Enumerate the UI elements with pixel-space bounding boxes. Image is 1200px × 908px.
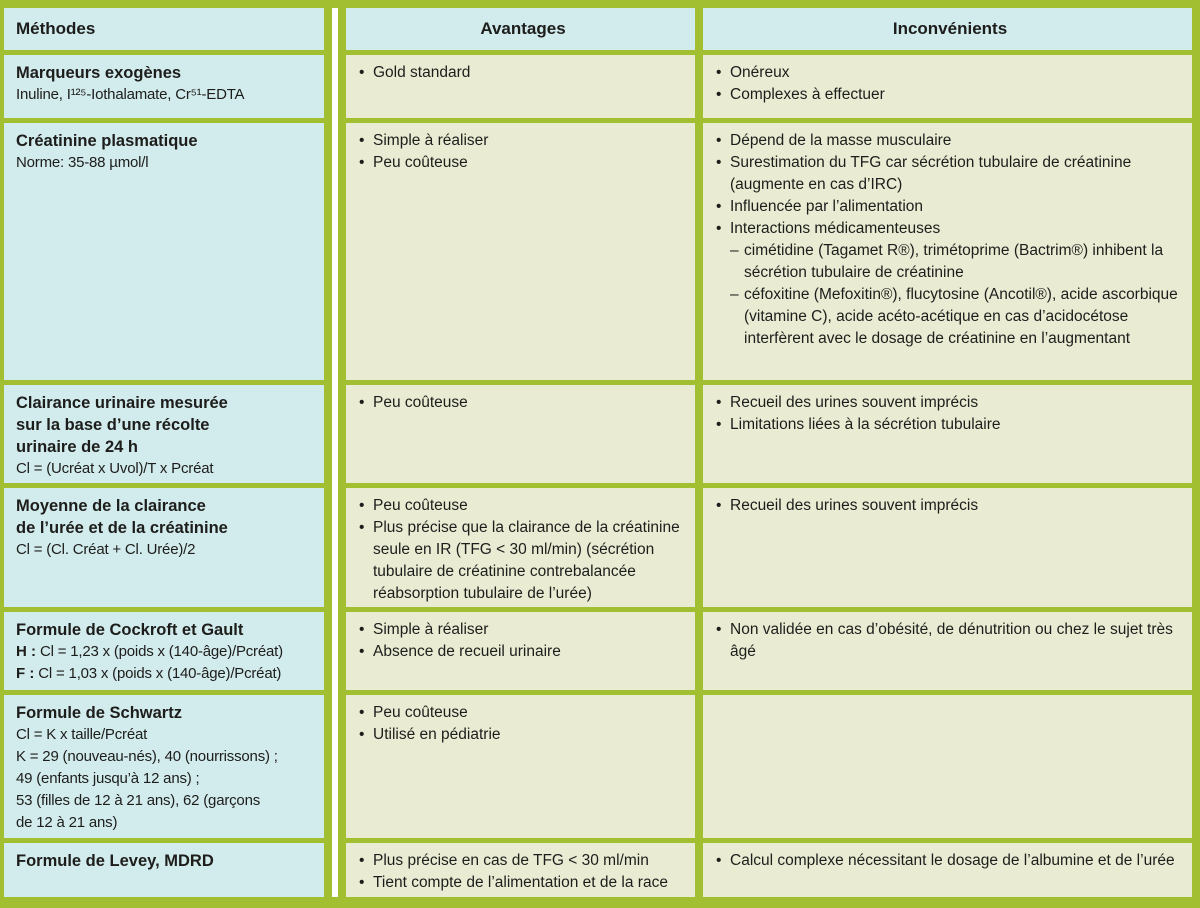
method-cell [4, 612, 332, 695]
bullet-item [716, 495, 1184, 517]
item-text: Interactions médicamenteuses [730, 220, 941, 237]
bullet-marker: • [716, 86, 722, 103]
method-line-bold: H : [16, 643, 36, 660]
bullet-item [359, 872, 687, 894]
column-header-label: Méthodes [16, 19, 96, 38]
bullet-item [359, 619, 687, 641]
bullet-item [359, 641, 687, 663]
item-text: Utilisé en pédiatrie [373, 726, 501, 743]
method-line: Cl = K x taille/Pcréat [16, 726, 148, 743]
bullet-marker: • [359, 852, 365, 869]
dash-marker: – [730, 242, 739, 259]
bullet-marker: • [716, 132, 722, 149]
bullet-marker: • [716, 198, 722, 215]
method-line-bold: F : [16, 665, 35, 682]
method-title-line: Formule de Levey, MDRD [16, 852, 214, 870]
method-title-line: Clairance urinaire mesurée [16, 394, 228, 412]
avantages-cell [338, 55, 703, 123]
avantages-cell [338, 695, 703, 843]
dash-item [730, 284, 1184, 350]
avantages-cell [338, 385, 703, 488]
item-text: Recueil des urines souvent imprécis [730, 394, 979, 411]
bullet-item [716, 619, 1184, 663]
bullet-item [359, 702, 687, 724]
bullet-item [716, 130, 1184, 152]
bullet-marker: • [359, 64, 365, 81]
column-header-inconvenients [703, 8, 1192, 55]
dash-item [730, 240, 1184, 284]
item-text: Peu coûteuse [373, 497, 468, 514]
bullet-marker: • [716, 416, 722, 433]
item-text: Non validée en cas d’obésité, de dénutrition ou chez le sujet très âgé [730, 621, 1173, 660]
item-text: céfoxitine (Mefoxitin®), flucytosine (Ancotil®), acide ascorbique (vitamine C), acide acéto-acétique en cas d’acidocétose interfèrent avec le dosage de créatinine en l’augmentant [744, 286, 1178, 347]
item-text: Tient compte de l’alimentation et de la race [373, 874, 668, 891]
item-text: Limitations liées à la sécrétion tubulaire [730, 416, 1001, 433]
method-line: H : Cl = 1,23 x (poids x (140-âge)/Pcréat) [16, 643, 283, 660]
item-text: Peu coûteuse [373, 154, 468, 171]
item-text: Simple à réaliser [373, 621, 489, 638]
avantages-cell [338, 488, 703, 612]
bullet-item [359, 517, 687, 605]
method-line: Inuline, I¹²⁵-Iothalamate, Cr⁵¹-EDTA [16, 86, 245, 103]
item-text: Influencée par l’alimentation [730, 198, 924, 215]
avantages-cell [338, 843, 703, 897]
inconvenients-cell [703, 488, 1192, 612]
inconvenients-cell [703, 843, 1192, 897]
bullet-marker: • [716, 394, 722, 411]
method-title-line: Marqueurs exogènes [16, 64, 182, 82]
method-title-line: Formule de Cockroft et Gault [16, 621, 244, 639]
method-line: Norme: 35-88 µmol/l [16, 154, 149, 171]
bullet-item [716, 196, 1184, 218]
bullet-marker: • [716, 621, 722, 638]
item-text: Calcul complexe nécessitant le dosage de l’albumine et de l’urée [730, 852, 1175, 869]
method-title-line: Formule de Schwartz [16, 704, 182, 722]
bullet-item [716, 414, 1184, 436]
method-line: Cl = (Cl. Créat + Cl. Urée)/2 [16, 541, 196, 558]
bullet-item [716, 152, 1184, 196]
bullet-marker: • [359, 726, 365, 743]
bullet-item [716, 392, 1184, 414]
method-line: K = 29 (nouveau-nés), 40 (nourrissons) ; [16, 748, 278, 765]
method-cell [4, 385, 332, 488]
item-text: Onéreux [730, 64, 790, 81]
method-line: F : Cl = 1,03 x (poids x (140-âge)/Pcréat) [16, 665, 282, 682]
method-cell [4, 695, 332, 843]
inconvenients-cell [703, 612, 1192, 695]
bullet-item [359, 152, 687, 174]
bullet-item [359, 495, 687, 517]
bullet-item [359, 62, 687, 84]
bullet-marker: • [359, 132, 365, 149]
item-text: Peu coûteuse [373, 394, 468, 411]
bullet-marker: • [716, 497, 722, 514]
item-text: Gold standard [373, 64, 471, 81]
method-line: 53 (filles de 12 à 21 ans), 62 (garçons [16, 792, 261, 809]
column-header-avantages [338, 8, 703, 55]
bullet-marker: • [716, 154, 722, 171]
bullet-marker: • [359, 704, 365, 721]
item-text: Recueil des urines souvent imprécis [730, 497, 979, 514]
method-title-line: sur la base d’une récolte [16, 416, 210, 434]
method-line: Cl = (Ucréat x Uvol)/T x Pcréat [16, 460, 214, 477]
bullet-marker: • [716, 64, 722, 81]
avantages-cell [338, 123, 703, 385]
inconvenients-cell [703, 123, 1192, 385]
inconvenients-cell [703, 695, 1192, 843]
bullet-marker: • [359, 497, 365, 514]
method-title-line: urinaire de 24 h [16, 438, 138, 456]
bullet-item [716, 84, 1184, 106]
method-cell [4, 55, 332, 123]
column-header-methodes [4, 8, 332, 55]
inconvenients-cell [703, 55, 1192, 123]
inconvenients-cell [703, 385, 1192, 488]
bullet-marker: • [359, 643, 365, 660]
bullet-marker: • [359, 874, 365, 891]
method-title-line: de l’urée et de la créatinine [16, 519, 228, 537]
item-text: Surestimation du TFG car sécrétion tubulaire de créatinine (augmente en cas d’IRC) [730, 154, 1132, 193]
item-text: Plus précise en cas de TFG < 30 ml/min [373, 852, 649, 869]
bullet-marker: • [359, 621, 365, 638]
method-cell [4, 488, 332, 612]
bullet-item [716, 850, 1184, 872]
item-text: Complexes à effectuer [730, 86, 885, 103]
dash-marker: – [730, 286, 739, 303]
bullet-item [716, 218, 1184, 240]
bullet-marker: • [359, 519, 365, 536]
method-cell [4, 843, 332, 897]
item-text: cimétidine (Tagamet R®), trimétoprime (Bactrim®) inhibent la sécrétion tubulaire de créatinine [744, 242, 1164, 281]
method-cell [4, 123, 332, 385]
item-text: Plus précise que la clairance de la créatinine seule en IR (TFG < 30 ml/min) (sécrétion tubulaire de créatinine contrebalancée réabsorption tubulaire de l’urée) [373, 519, 680, 602]
item-text: Peu coûteuse [373, 704, 468, 721]
column-header-label: Avantages [480, 19, 566, 38]
bullet-item [359, 850, 687, 872]
bullet-item [716, 62, 1184, 84]
bullet-marker: • [359, 394, 365, 411]
method-title-line: Moyenne de la clairance [16, 497, 206, 515]
bullet-marker: • [716, 220, 722, 237]
bullet-item [359, 392, 687, 414]
bullet-marker: • [359, 154, 365, 171]
method-line: de 12 à 21 ans) [16, 814, 118, 831]
item-text: Dépend de la masse musculaire [730, 132, 952, 149]
column-header-label: Inconvénients [892, 19, 1008, 38]
bullet-item [359, 130, 687, 152]
bullet-item [359, 724, 687, 746]
method-line: 49 (enfants jusqu’à 12 ans) ; [16, 770, 200, 787]
bullet-marker: • [716, 852, 722, 869]
method-title-line: Créatinine plasmatique [16, 132, 198, 150]
item-text: Simple à réaliser [373, 132, 489, 149]
avantages-cell [338, 612, 703, 695]
item-text: Absence de recueil urinaire [373, 643, 561, 660]
